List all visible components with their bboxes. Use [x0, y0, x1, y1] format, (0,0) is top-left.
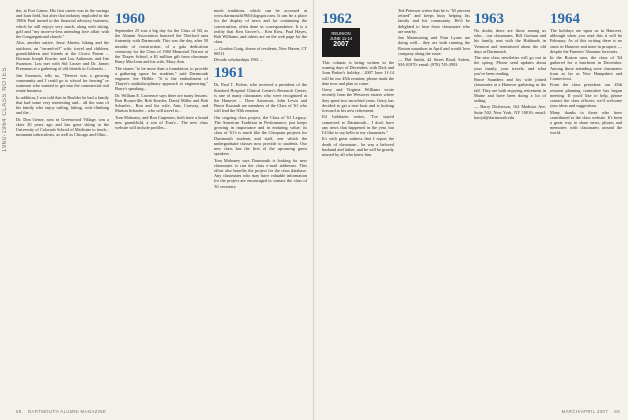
year-heading-1963: 1963 [474, 11, 504, 27]
left-column-3 [214, 8, 307, 404]
note-paragraph: September 25 was a big day for the Class of '60, as the Alumni Association honored the Thetford area fraternity with Dartmouth. This was the day, after 50 months of construction, of a gala dedication ceremony for the Class of 1960 Memorial Terrace at the Thayer School, a $1 million gift from classmate Barry MacLean and his wife, Mary Ann. [115, 28, 208, 65]
right-column-3 [474, 8, 546, 404]
year-heading-1961: 1961 [214, 65, 244, 82]
reunion-badge [322, 28, 360, 57]
issue-date: MARCH/APRIL 2007 [561, 409, 609, 414]
note-paragraph: This column is being written in the waning days of December, with Dick and Joan Parker's holiday... 2007 June 11-14 will be our 45th reunion; please mark the date now and plan to come. [322, 60, 394, 86]
note-paragraph: Dr. William E. Lawrence says there are many lessons. Ron Rouseville, Bob Keasler, David Miller and Bob Schaefer... Ron and his wife, Ann, Conway, and Marion Schaefer... who will travel to... [115, 92, 208, 114]
left-column-1 [16, 8, 109, 404]
year-heading-1962: 1962 [322, 11, 352, 27]
note-paragraph: — Gordon Craig, dozen of residents, New Haven, CT 06511 [214, 45, 307, 56]
left-column-2 [115, 8, 208, 404]
magazine-name: DARTMOUTH ALUMNI MAGAZINE [27, 409, 107, 414]
note-paragraph: Ted Peterson writes that he is "65 percent retired" and keeps busy helping his family and his community. He'd be delighted to hear from classmates who are nearby. [398, 8, 470, 34]
note-paragraph: It's with great sadness that I report the death of classmate... he was a beloved husband and father, and he will be greatly missed by all who knew him. [322, 136, 394, 158]
reunion-dates: JUNE 11-14 [329, 36, 353, 41]
note-paragraph: Our ongoing class project, the Class of '61 Legacy: The American Tradition in Performance, just keeps growing in importance and in enduring value; its class of '61's is much like the Cleopatra projects for Dartmouth students and staff, one which the undergraduate classes now provide to students. Our new class has the first of the upcoming guest speakers. [214, 114, 307, 157]
note-paragraph: much traditions, which can be accessed at www.dartmouth1960.blogspot.com. It can be a place for the display of news and for continuing the conversation, often done in correspondence. It is a reality that Ken Grover's... Ken Ross, Paul Hayes, Bob Williams, and others are on the web page for the class. [214, 8, 307, 45]
note-paragraph: Jan Mainwaring and Fran Lyons are doing well... they are both running the Boston marathon in April and would love company along the route. [398, 35, 470, 56]
note-paragraph: — Phil Smith, 42 Street Road, Salem, MA 01970; email: (978) 745-2992 [398, 57, 470, 68]
note-paragraph: The stones "to be more than a foundation, to provide a gathering space for students," said Dartmouth engineer Joe Helble. "It is the embodiment of Thayer's multidisciplinary approach to engineering," Barry's speaking... [115, 65, 208, 92]
note-paragraph: The new class newsletter will go out in the spring. Please send updates about your family, your travels, and what you've been reading. [474, 55, 546, 76]
note-paragraph: Dr. Don Geiser, now in Greenwood Village, was a skier 20 years ago and has gone skiing at the University of Colorado School of Medicine to teach... mountain tuberculosis, as well as Chicago and Ohio... [16, 116, 109, 138]
reunion-year: 2007 [333, 41, 349, 48]
note-paragraph: In addition, I was told that in Boulder he had a family that had some very interesting and... all the sons of his family who enjoy sailing, hiking, rock-climbing and the... [16, 94, 109, 116]
right-column-1 [322, 8, 394, 404]
year-heading-1964: 1964 [550, 11, 580, 27]
note-paragraph: Decade scholarships 1961 ... [214, 57, 264, 63]
note-paragraph: From the class president: our 45th reunion planning committee has begun meeting. If you'd like to help, please contact the class officers; we'd welcome your ideas and suggestions. [550, 82, 622, 109]
note-paragraph: the, at Fort Canon. His first career was in the savings and loan field, but after that industry imploded in the 1980s Paul turned to the financial advisory business, which he still enjoys very much, along with skiing, golf and "my more-or-less unending love affair with the Congregational church." [16, 8, 109, 40]
left-footer [16, 409, 106, 414]
note-paragraph: Bruce Saunders and his wife joined classmates at a Hanover gathering in the fall. They are both enjoying retirement in Maine and have been doing a lot of sailing. [474, 77, 546, 104]
year-heading-1960: 1960 [115, 11, 145, 27]
note-paragraph: No doubt, there are those among us who... our classmates, Bill Gorman and his family, met with the Hubbards in Vermont and reminisced about the old days at Dartmouth. [474, 28, 546, 54]
right-column-4 [550, 8, 622, 404]
right-page [314, 0, 628, 420]
section-label: 1960-1964 CLASS NOTES [2, 67, 8, 152]
note-paragraph: Many thanks to those who have contributed to the class website. It's been a great way to share news, photos and memories with classmates around the world. [550, 109, 622, 136]
right-column-2 [398, 8, 470, 404]
note-paragraph: Tom Mahoney, and Ron Carpenter, both have a brand new grandchild, a son of Tom's... The new class website will include profiles... [115, 114, 208, 131]
reunion-label: REUNION [331, 31, 351, 36]
note-paragraph: Gerry and Virginia Williams wrote recently from the Westover estates where they spent two snowbird years. Gerry has decided to get a new boat and is looking forward to his new retirement. [322, 87, 394, 114]
note-paragraph: The holidays are upon us in Hanover, although when you read this it will be February. As of this writing there is no snow in Hanover and none in prospect — despite the Farmers' Almanac forecasts. [550, 28, 622, 54]
note-paragraph: In the Boston area, the class of '64 gathered for a luncheon in December. Among those attending were classmates from as far as New Hampshire and Connecticut. [550, 55, 622, 82]
page-number: 68 [16, 409, 22, 414]
right-footer [562, 409, 620, 414]
note-paragraph: Also, another native, Jesse Ahrens, hiking and the outdoors, an "on-and-off" wife, travel and children, grandchildren and friends at the Cicero Parent ... Dorman Joseph Ilowite, and Lou Ankerson, and Jim Swanson. Lou met with Sid Lusser and Dr. James Pressman at a gathering of old friends in Colorado... [16, 40, 109, 72]
note-paragraph: Dr. Paul T. Eicher, who received a president of the Stanford Hospital Clinical Center's Research Center, is one of many classmates who were recognized at the Hanover ... Dave Aaronson, John Lewis and Bruce Karstadt are members of the Class of '61 who will lead the 50th reunion. [214, 82, 307, 114]
note-paragraph: Ed Goldstein writes, "I've stayed connected to Dartmouth... I don't have any news that happened in the year, but I'd like to say hello to my classmates." [322, 114, 394, 136]
note-paragraph: Tom Mahoney says Dartmouth is looking for new classmates to run the class e-mail addresses. This effort also benefits the project for the class database. Any classmates who may have valuable information for the project are encouraged to contact the class of '61 secretary. [214, 157, 307, 189]
page-number: 69 [614, 409, 620, 414]
note-paragraph: Jim Swanson, tells us, "Denver was a growing community and I could go to school for fencing" or someone who wanted to get into the commercial real estate business. [16, 72, 109, 94]
note-paragraph: — Harry Dickerson, 162 Madison Ave, Suite 502, New York, NY 10016; email: harryd@dartmouth.edu [474, 104, 546, 120]
